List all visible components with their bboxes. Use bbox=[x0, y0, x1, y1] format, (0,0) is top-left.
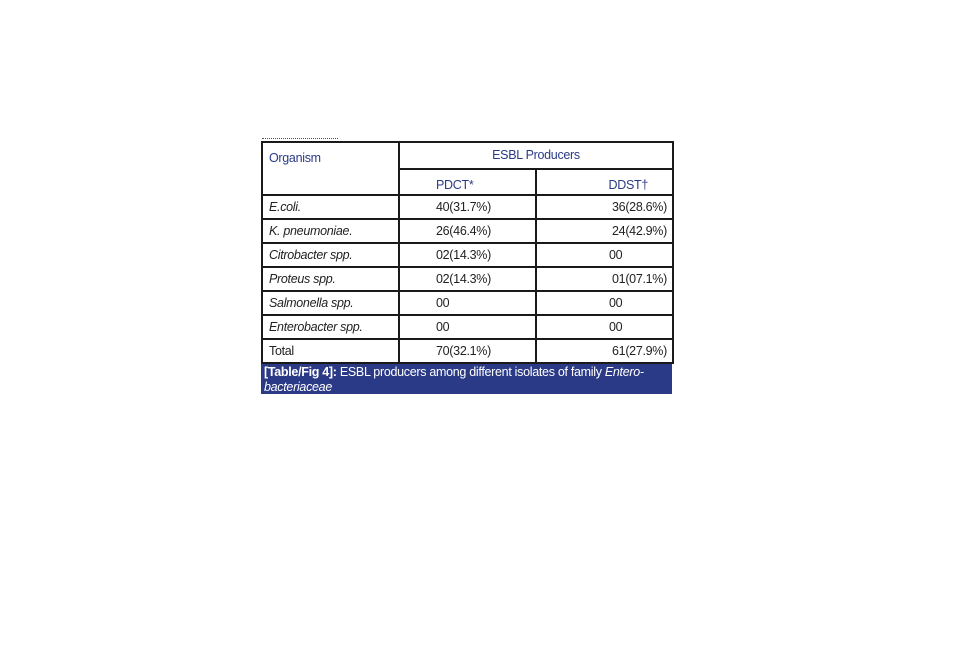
table-row bbox=[262, 267, 673, 291]
pdct-cell: 00 bbox=[399, 315, 536, 339]
pdct-cell: 40(31.7%) bbox=[399, 195, 536, 219]
organism-cell: K. pneumoniae. bbox=[262, 219, 399, 243]
ddst-cell: 24(42.9%) bbox=[536, 219, 673, 243]
esbl-table-figure bbox=[261, 141, 672, 394]
ddst-cell: 36(28.6%) bbox=[536, 195, 673, 219]
organism-cell: Citrobacter spp. bbox=[262, 243, 399, 267]
pdct-cell: 00 bbox=[399, 291, 536, 315]
pdct-cell: 70(32.1%) bbox=[399, 339, 536, 363]
pdct-cell: 26(46.4%) bbox=[399, 219, 536, 243]
caption-label: [Table/Fig 4]: bbox=[264, 365, 337, 379]
organism-header: Organism bbox=[262, 142, 399, 195]
table-caption bbox=[261, 364, 672, 394]
pdct-header: PDCT* bbox=[399, 169, 536, 196]
organism-cell: Enterobacter spp. bbox=[262, 315, 399, 339]
pdct-cell: 02(14.3%) bbox=[399, 267, 536, 291]
ddst-cell: 01(07.1%) bbox=[536, 267, 673, 291]
total-row bbox=[262, 339, 673, 363]
ddst-cell: 00 bbox=[536, 315, 673, 339]
ddst-cell: 61(27.9%) bbox=[536, 339, 673, 363]
table-row bbox=[262, 243, 673, 267]
header-row-1 bbox=[262, 142, 673, 169]
esbl-table bbox=[261, 141, 674, 364]
table-row bbox=[262, 219, 673, 243]
ddst-cell: 00 bbox=[536, 243, 673, 267]
caption-italic-term: Entero-bacteriaceae bbox=[264, 365, 644, 394]
ddst-header: DDST† bbox=[536, 169, 673, 196]
table-row bbox=[262, 195, 673, 219]
organism-cell: Proteus spp. bbox=[262, 267, 399, 291]
caption-text: ESBL producers among different isolates of family bbox=[336, 365, 605, 379]
esbl-producers-header: ESBL Producers bbox=[399, 142, 673, 169]
table-row bbox=[262, 315, 673, 339]
organism-cell: Total bbox=[262, 339, 399, 363]
table-row bbox=[262, 291, 673, 315]
organism-cell: Salmonella spp. bbox=[262, 291, 399, 315]
pdct-cell: 02(14.3%) bbox=[399, 243, 536, 267]
organism-cell: E.coli. bbox=[262, 195, 399, 219]
ddst-cell: 00 bbox=[536, 291, 673, 315]
